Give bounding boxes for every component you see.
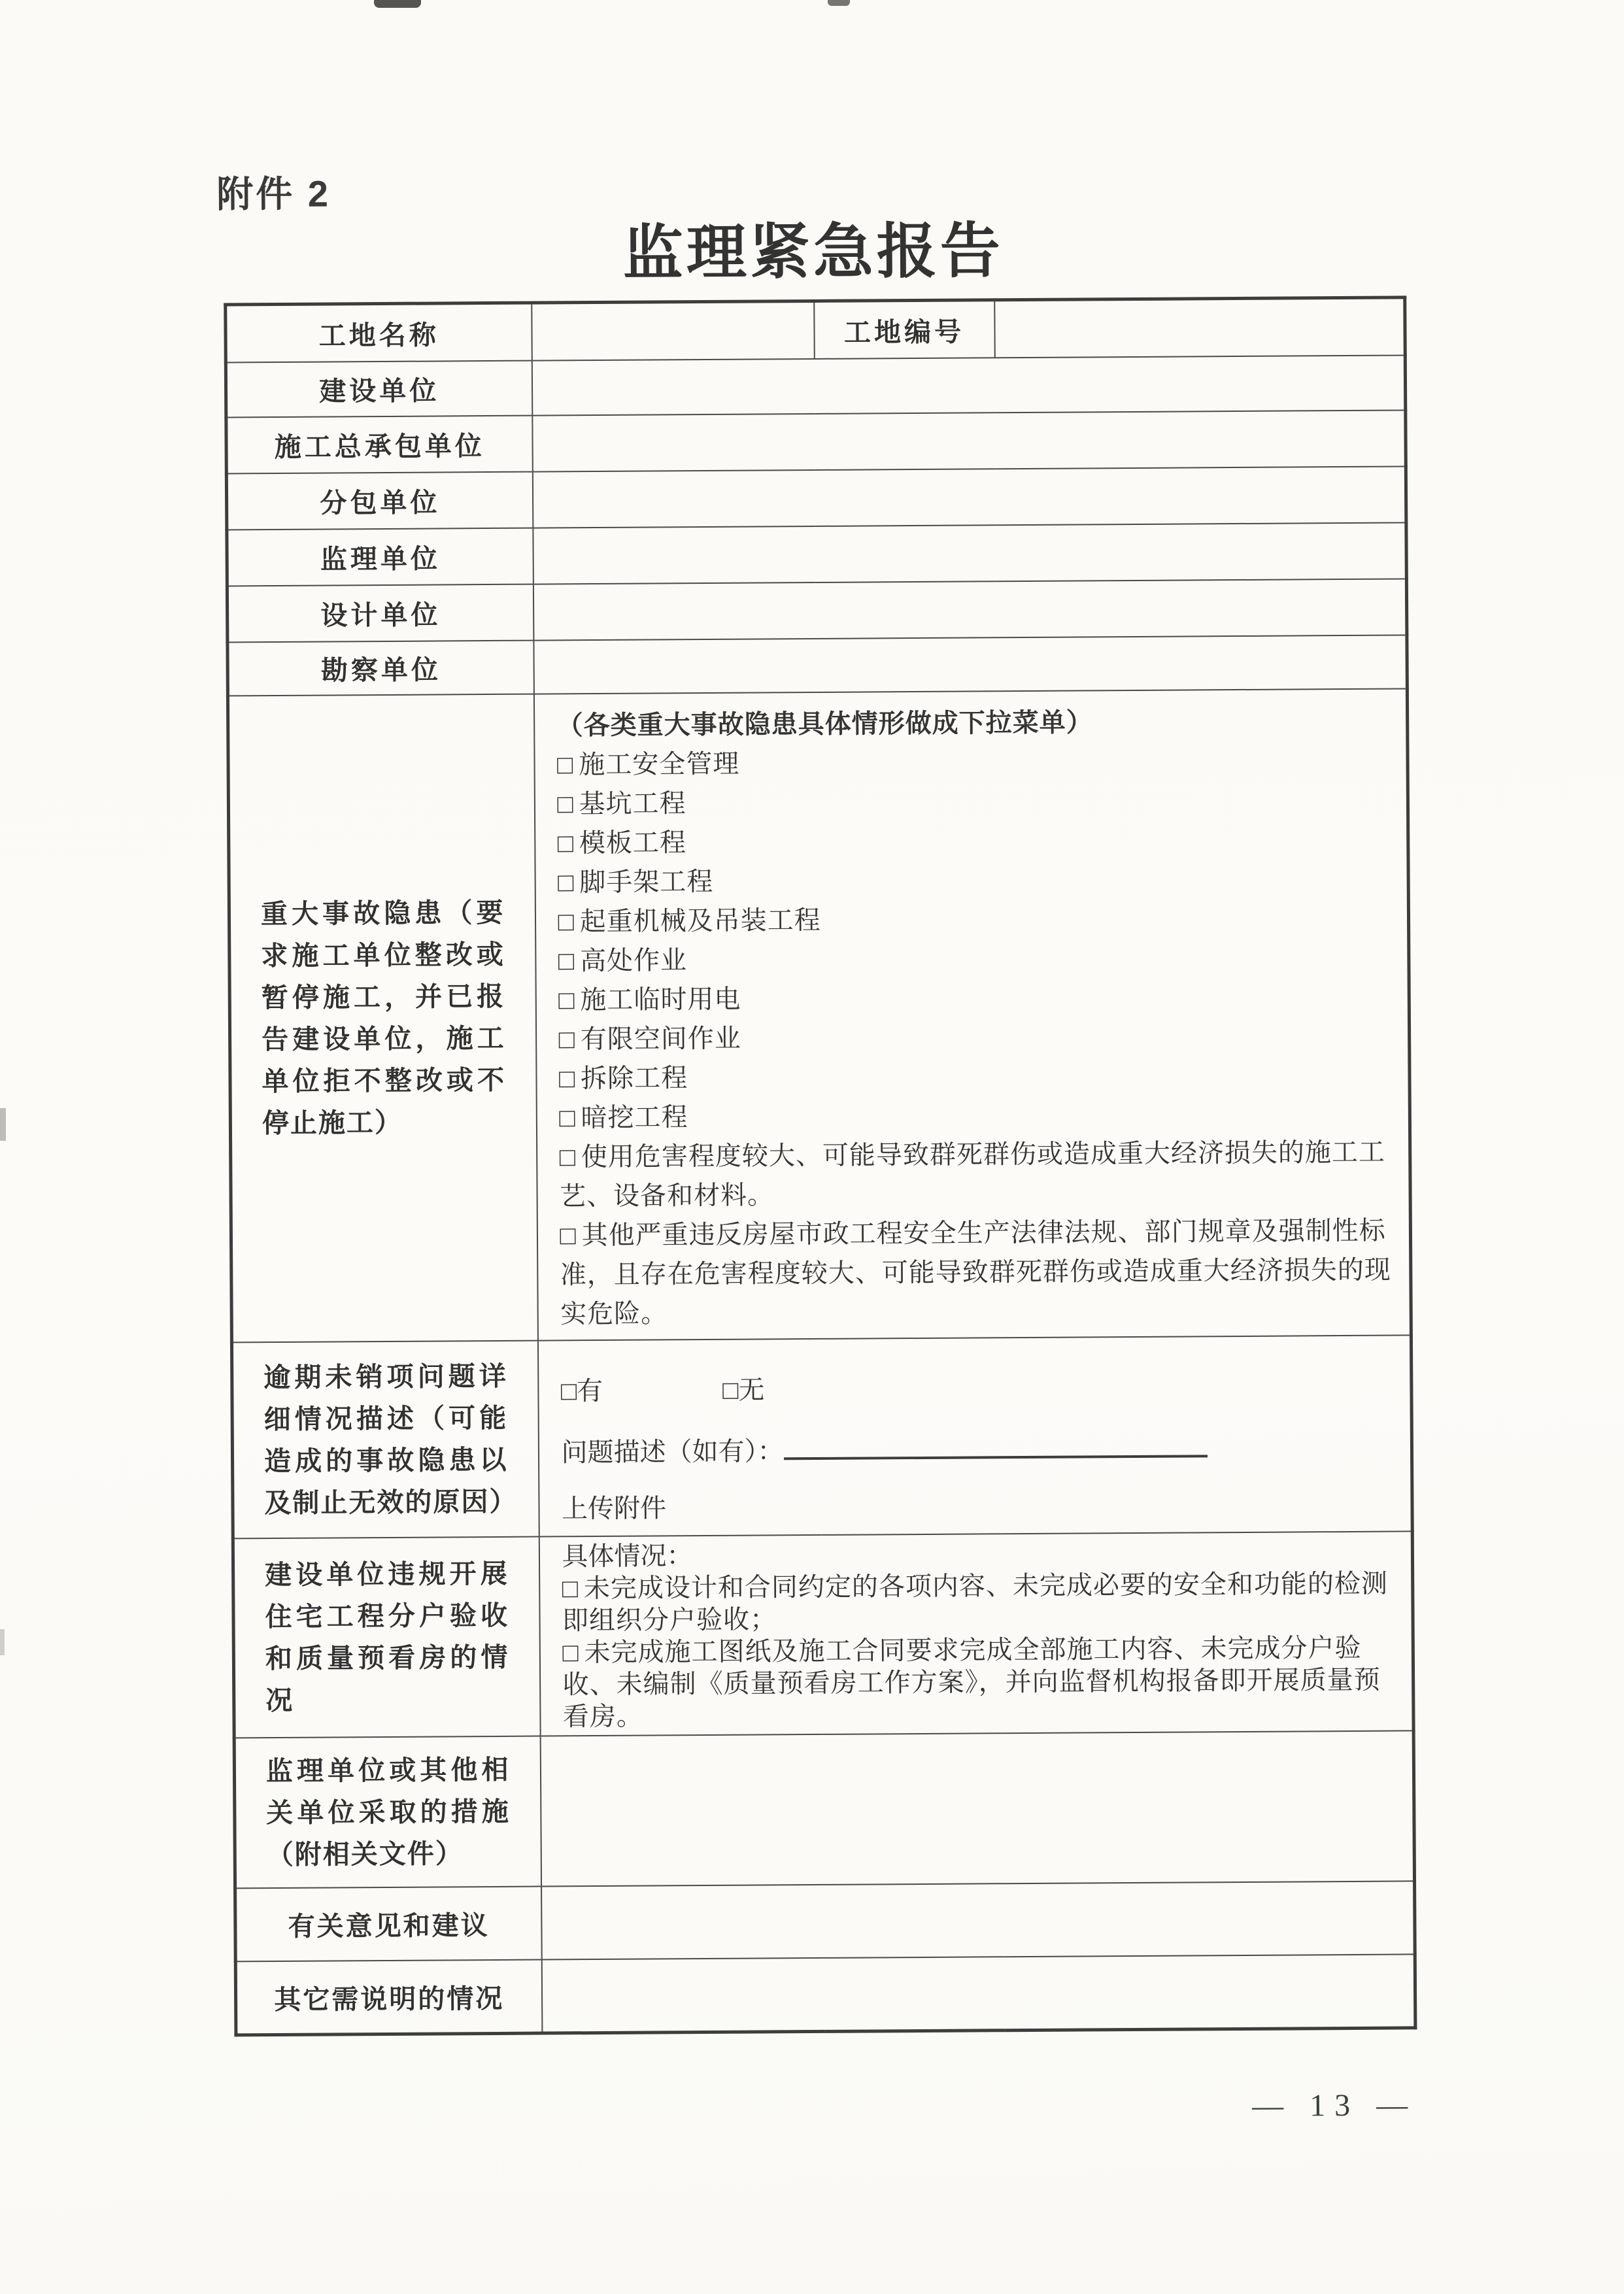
overdue-yes-label: 有	[576, 1376, 603, 1406]
hazard-option-label: 起重机械及吊装工程	[579, 905, 821, 937]
problem-desc-label: 问题描述（如有）：	[561, 1436, 784, 1467]
other-notes-value-field[interactable]	[541, 1954, 1415, 2033]
hazard-option	[559, 1054, 1395, 1099]
checkbox-icon[interactable]: □	[558, 947, 575, 976]
table-row-hazard	[228, 688, 1411, 1342]
unit-label-supervision: 监理单位	[227, 528, 533, 586]
checkbox-icon[interactable]: □	[558, 1064, 576, 1094]
unit-label-construction: 建设单位	[226, 360, 532, 417]
unit-value-field[interactable]	[533, 522, 1407, 584]
page-title: 监理紧急报告	[622, 218, 1004, 287]
page-number: — 13 —	[1251, 2087, 1417, 2123]
acceptance-option-label: 未完成设计和合同约定的各项内容、未完成必要的安全和功能的检测即组织分户验收；	[562, 1569, 1389, 1636]
hazard-option-label: 基坑工程	[579, 789, 686, 819]
hazard-option	[558, 898, 1394, 942]
hazard-option	[560, 1211, 1396, 1334]
hazard-option	[557, 741, 1393, 785]
overdue-no-label: 无	[738, 1375, 765, 1405]
table-row	[227, 522, 1406, 586]
unit-value-field[interactable]	[532, 410, 1406, 471]
opinions-value-field[interactable]	[541, 1881, 1415, 1959]
hazard-option-label: 拆除工程	[581, 1064, 688, 1094]
checkbox-icon[interactable]: □	[556, 751, 574, 780]
hazard-option-label: 其他严重违反房屋市政工程安全生产法律法规、部门规章及强制性标准，且存在危害程度较大、可能导致群死群伤或造成重大经济损失的现实危险。	[560, 1216, 1391, 1329]
hazard-option	[558, 937, 1395, 981]
table-row	[228, 635, 1407, 696]
checkbox-icon[interactable]: □	[560, 1221, 577, 1251]
checkbox-icon[interactable]: □	[722, 1375, 739, 1405]
unit-label-general-contractor: 施工总承包单位	[226, 415, 533, 473]
checkbox-icon[interactable]: □	[558, 868, 575, 898]
unit-label-survey: 勘察单位	[228, 640, 533, 696]
acceptance-detail-title: 具体情况：	[562, 1542, 693, 1572]
acceptance-option	[562, 1568, 1398, 1638]
acceptance-option-label: 未完成施工图纸及施工合同要求完成全部施工内容、未完成分户验收、未编制《质量预看房工作方案》，并向监督机构报备即开展质量预看房。	[562, 1633, 1381, 1732]
hazard-option	[560, 1133, 1396, 1217]
table-row-acceptance	[233, 1531, 1413, 1738]
problem-desc-row	[561, 1425, 1397, 1469]
hazard-label: 重大事故隐患（要求施工单位整改或暂停施工，并已报告建设单位，施工单位拒不整改或不停止施工）	[228, 694, 537, 1342]
table-row	[226, 355, 1405, 417]
table-row-other	[235, 1954, 1415, 2035]
hazard-option-label: 施工安全管理	[579, 749, 740, 780]
acceptance-option	[562, 1632, 1398, 1734]
unit-value-field[interactable]	[533, 635, 1407, 694]
unit-value-field[interactable]	[532, 355, 1405, 415]
table-row-overdue	[231, 1335, 1412, 1538]
measures-label: 监理单位或其他相关单位采取的措施（附相关文件）	[234, 1736, 541, 1888]
unit-label-design: 设计单位	[227, 584, 533, 642]
hazard-option-label: 有限空间作业	[580, 1024, 741, 1054]
overdue-option-yes	[561, 1374, 603, 1407]
attachment-label: 附件 2	[216, 173, 331, 215]
acceptance-label: 建设单位违规开展住宅工程分户验收和质量预看房的情况	[233, 1536, 540, 1738]
overdue-option-no	[722, 1374, 764, 1406]
overdue-cell	[537, 1335, 1412, 1536]
overdue-yes-no	[561, 1370, 1397, 1408]
table-row	[226, 466, 1406, 530]
site-code-label: 工地编号	[814, 300, 995, 359]
checkbox-icon[interactable]: □	[558, 986, 575, 1015]
checkbox-icon[interactable]: □	[558, 907, 575, 937]
table-row	[227, 579, 1406, 642]
opinions-label: 有关意见和建议	[235, 1886, 542, 1961]
site-name-field[interactable]	[532, 301, 815, 360]
hazard-option-label: 施工临时用电	[580, 985, 741, 1015]
measures-value-field[interactable]	[540, 1730, 1414, 1886]
report-table	[224, 295, 1417, 2036]
hazard-option-label: 高处作业	[579, 946, 688, 976]
table-row-measures	[234, 1730, 1414, 1888]
table-row	[226, 410, 1406, 473]
hazard-option	[558, 819, 1394, 864]
checkbox-icon[interactable]: □	[557, 829, 575, 858]
checkbox-icon[interactable]: □	[559, 1143, 577, 1172]
hazard-option-label: 模板工程	[579, 828, 687, 858]
checkbox-icon[interactable]: □	[557, 790, 574, 819]
checkbox-icon[interactable]: □	[560, 1376, 577, 1406]
unit-value-field[interactable]	[532, 466, 1406, 528]
hazard-note: （各类重大事故隐患具体情形做成下拉菜单）	[556, 708, 1093, 741]
unit-value-field[interactable]	[533, 579, 1407, 640]
checkbox-icon[interactable]: □	[558, 1025, 575, 1054]
unit-label-subcontractor: 分包单位	[226, 471, 533, 530]
hazard-option	[559, 1094, 1395, 1138]
site-name-label: 工地名称	[226, 303, 532, 362]
checkbox-icon[interactable]: □	[562, 1574, 579, 1604]
table-row	[226, 297, 1406, 362]
hazard-option	[557, 780, 1393, 824]
checkbox-icon[interactable]: □	[559, 1104, 576, 1133]
problem-desc-blank[interactable]	[783, 1426, 1207, 1460]
hazard-option	[558, 858, 1394, 903]
hazard-option-label: 使用危害程度较大、可能导致群死群伤或造成重大经济损失的施工工艺、设备和材料。	[559, 1138, 1386, 1211]
other-notes-label: 其它需说明的情况	[235, 1959, 542, 2035]
hazard-options-cell	[533, 688, 1411, 1340]
overdue-label: 逾期未销项问题详细情况描述（可能造成的事故隐患以及制止无效的原因）	[231, 1340, 539, 1538]
hazard-option	[558, 1015, 1395, 1060]
hazard-option-label: 暗挖工程	[581, 1103, 688, 1133]
checkbox-icon[interactable]: □	[562, 1638, 579, 1668]
hazard-option-label: 脚手架工程	[579, 867, 714, 898]
upload-attachment-link[interactable]: 上传附件	[561, 1493, 667, 1523]
site-code-field[interactable]	[994, 297, 1406, 358]
hazard-option	[558, 976, 1395, 1020]
table-row-opinions	[235, 1881, 1415, 1961]
acceptance-cell	[539, 1531, 1413, 1736]
